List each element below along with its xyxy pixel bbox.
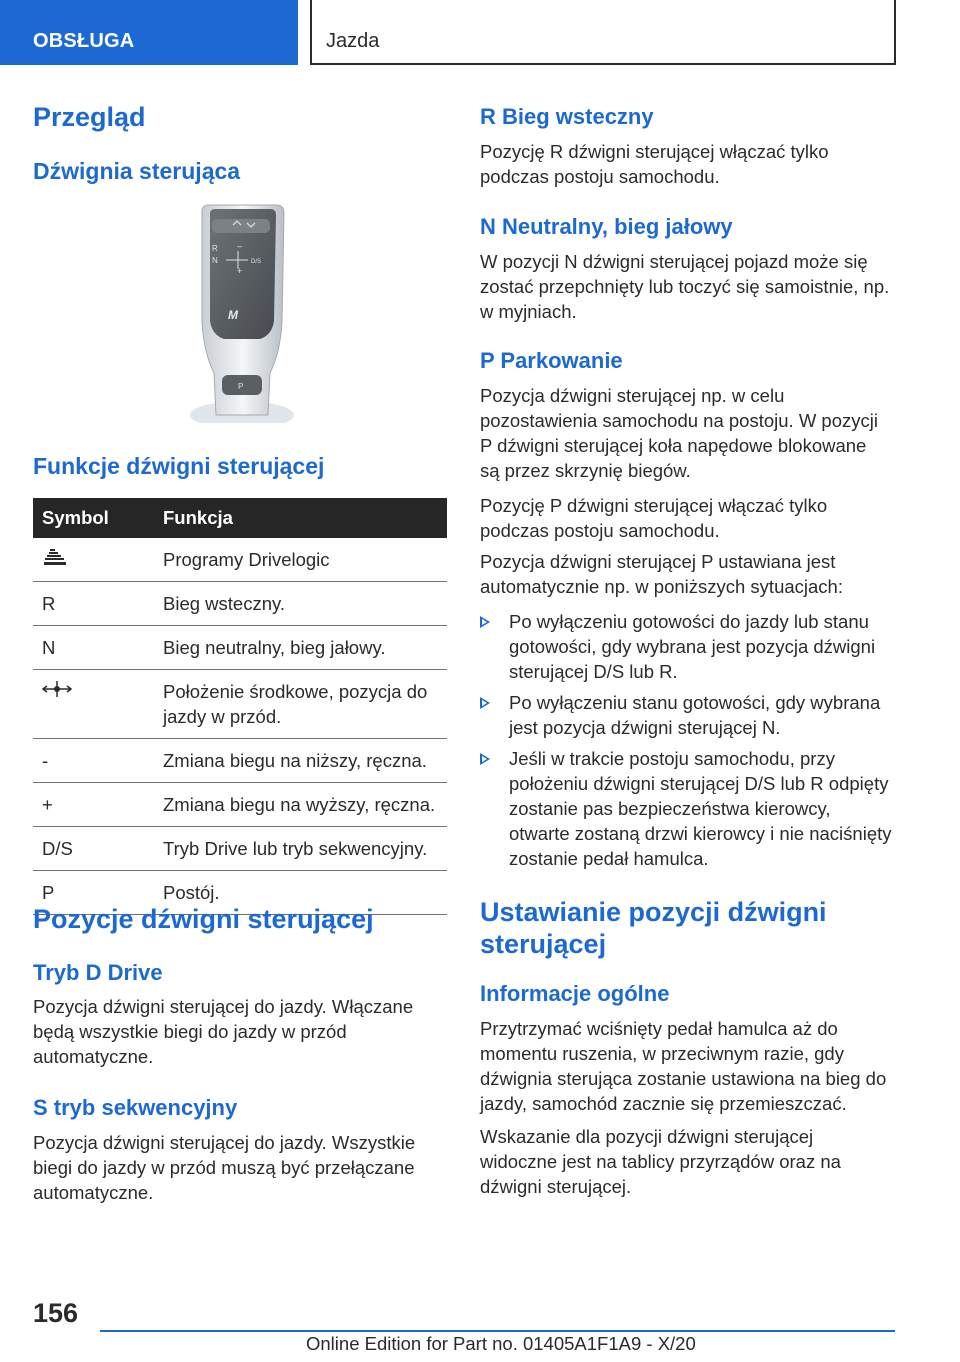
general-heading: Informacje ogólne (480, 981, 670, 1006)
table-row (33, 582, 447, 626)
table-row (33, 827, 447, 871)
function-cell: Bieg wsteczny. (154, 582, 447, 626)
symbol-cell (33, 670, 154, 739)
column-header-symbol: Symbol (33, 498, 154, 538)
edition-text: Online Edition for Part no. 01405A1F1A9 - X/20 (306, 1333, 696, 1354)
triangle-bullet-icon (480, 616, 490, 628)
drive-heading: Tryb D Drive (33, 960, 163, 985)
lever-label-n: N (212, 256, 218, 265)
function-cell: Zmiana biegu na wyższy, ręczna. (154, 783, 447, 827)
gear-lever-image (190, 203, 294, 423)
footer-divider (100, 1330, 895, 1332)
symbol-cell: P (33, 871, 154, 915)
list-item-text: Po wyłączeniu gotowości do jazdy lub stanu gotowości, gdy wybrana jest pozycja dźwigni sterującej D/S lub R. (509, 611, 876, 682)
lever-heading: Dźwignia sterująca (33, 158, 241, 184)
drive-text: Pozycja dźwigni sterującej do jazdy. Włączane będą wszystkie biegi do jazdy w przód automatyczne. (33, 996, 414, 1067)
table-row (33, 739, 447, 783)
drivelogic-icon (42, 548, 68, 566)
functions-table (33, 498, 447, 915)
setting-heading: Ustawianie pozycji dźwigni sterującej (480, 897, 827, 959)
function-cell: Bieg neutralny, bieg jałowy. (154, 626, 447, 670)
symbol-cell: N (33, 626, 154, 670)
lever-label-m: M (228, 308, 238, 322)
reverse-text: Pozycję R dźwigni sterującej włączać tylko podczas postoju samochodu. (480, 141, 829, 187)
symbol-cell: - (33, 739, 154, 783)
park-text-1: Pozycja dźwigni sterującej np. w celu pozostawienia samochodu na postoju. W pozycji P dźwigni sterującej koła napędowe blokowane są przez skrzynię biegów. (480, 385, 878, 481)
function-cell: Postój. (154, 871, 447, 915)
page-title: Przegląd (33, 102, 146, 132)
svg-text:–: – (237, 241, 243, 251)
list-item-text: Jeśli w trakcie postoju samochodu, przy położeniu dźwigni sterującej D/S lub R odpięty zostanie pas bezpieczeństwa kierowcy, otwarte zostaną drzwi kierowcy i nie naciśnięty zostanie pedał hamulca. (509, 748, 892, 869)
page-number: 156 (33, 1298, 79, 1328)
symbol-cell (33, 538, 154, 582)
table-row (33, 670, 447, 739)
general-text-1: Przytrzymać wciśnięty pedał hamulca aż do momentu ruszenia, w przeciwnym razie, gdy dźwignia sterująca zostanie ustawiona na bieg do jazdy, samochód zacznie się przemieszczać. (480, 1018, 887, 1114)
chapter-title: Jazda (310, 0, 896, 65)
symbol-cell: D/S (33, 827, 154, 871)
lever-label-p: P (238, 382, 244, 391)
table-row (33, 626, 447, 670)
park-text-2: Pozycję P dźwigni sterującej włączać tylko podczas postoju samochodu. (480, 495, 828, 541)
symbol-cell: + (33, 783, 154, 827)
function-cell: Zmiana biegu na niższy, ręczna. (154, 739, 447, 783)
list-item-text: Po wyłączeniu stanu gotowości, gdy wybrana jest pozycja dźwigni sterującej N. (509, 692, 881, 738)
symbol-cell: R (33, 582, 154, 626)
general-text-2: Wskazanie dla pozycji dźwigni sterującej widoczne jest na tablicy przyrządów oraz na dźwigni sterującej. (480, 1126, 841, 1197)
lever-label-ds: D/S (251, 259, 262, 265)
reverse-heading: R Bieg wsteczny (480, 104, 654, 129)
neutral-text: W pozycji N dźwigni sterującej pojazd może się zostać przepchnięty lub toczyć się samoistnie, np. w myjniach. (480, 251, 890, 322)
table-row (33, 783, 447, 827)
center-position-icon (42, 680, 72, 698)
column-header-function: Funkcja (154, 498, 447, 538)
lever-label-r: R (212, 244, 218, 253)
sport-heading: S tryb sekwencyjny (33, 1095, 238, 1120)
triangle-bullet-icon (480, 753, 490, 765)
table-header-row (33, 498, 447, 538)
neutral-heading: N Neutralny, bieg jałowy (480, 214, 733, 239)
functions-heading: Funkcje dźwigni sterującej (33, 453, 325, 479)
section-tab[interactable]: OBSŁUGA (0, 0, 298, 65)
triangle-bullet-icon (480, 697, 490, 709)
function-cell: Tryb Drive lub tryb sekwencyjny. (154, 827, 447, 871)
lever-label-plus: + (237, 266, 243, 276)
function-cell: Położenie środkowe, pozycja do jazdy w przód. (154, 670, 447, 739)
sport-text: Pozycja dźwigni sterującej do jazdy. Wszystkie biegi do jazdy w przód muszą być przełączane automatyczne. (33, 1132, 416, 1203)
park-text-3: Pozycja dźwigni sterującej P ustawiana jest automatycznie np. w poniższych sytuacjach: (480, 551, 843, 597)
table-row (33, 538, 447, 582)
function-cell: Programy Drivelogic (154, 538, 447, 582)
positions-heading: Pozycje dźwigni sterującej (33, 904, 374, 934)
park-heading: P Parkowanie (480, 348, 623, 373)
